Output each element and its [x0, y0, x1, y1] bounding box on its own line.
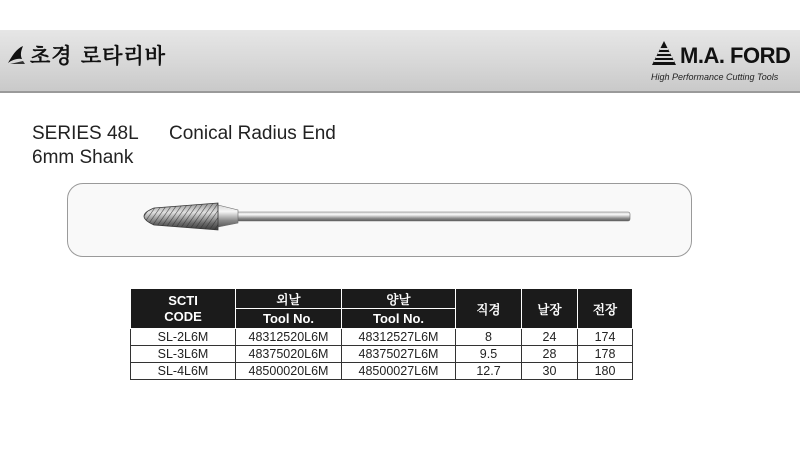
shank-size: 6mm Shank: [32, 147, 134, 168]
code-header: [131, 289, 236, 329]
double-cut-header: 양날: [342, 289, 456, 309]
series-name: SERIES 48L: [32, 123, 139, 144]
cut-length-cell: 28: [522, 346, 578, 363]
brand-name: M.A. FORD: [680, 43, 791, 68]
double-tool-cell: 48500027L6M: [342, 363, 456, 380]
total-length-header: 전장: [578, 289, 633, 329]
product-shape: Conical Radius End: [169, 123, 336, 144]
code-cell: SL-4L6M: [131, 363, 236, 380]
code-cell: SL-2L6M: [131, 329, 236, 346]
code-header-line1: SCTI: [168, 292, 198, 308]
cut-length-cell: 24: [522, 329, 578, 346]
cut-length-header: 날장: [522, 289, 578, 329]
single-tool-cell: 48312520L6M: [236, 329, 342, 346]
table-row: [131, 363, 633, 380]
tool-no-header: Tool No.: [236, 309, 342, 329]
spec-table: [130, 288, 633, 380]
tool-no-header: Tool No.: [342, 309, 456, 329]
brand-tagline: High Performance Cutting Tools: [651, 72, 779, 82]
table-row: [131, 329, 633, 346]
total-length-cell: 180: [578, 363, 633, 380]
single-tool-cell: 48500020L6M: [236, 363, 342, 380]
diameter-cell: 12.7: [456, 363, 522, 380]
single-tool-cell: 48375020L6M: [236, 346, 342, 363]
single-cut-header: 외날: [236, 289, 342, 309]
double-tool-cell: 48375027L6M: [342, 346, 456, 363]
double-tool-cell: 48312527L6M: [342, 329, 456, 346]
diameter-cell: 9.5: [456, 346, 522, 363]
cut-length-cell: 30: [522, 363, 578, 380]
page-title: 초경 로타리바: [30, 44, 167, 68]
total-length-cell: 178: [578, 346, 633, 363]
diameter-cell: 8: [456, 329, 522, 346]
diameter-header: 직경: [456, 289, 522, 329]
table-row: [131, 346, 633, 363]
code-header-line2: CODE: [164, 308, 202, 324]
total-length-cell: 174: [578, 329, 633, 346]
code-cell: SL-3L6M: [131, 346, 236, 363]
